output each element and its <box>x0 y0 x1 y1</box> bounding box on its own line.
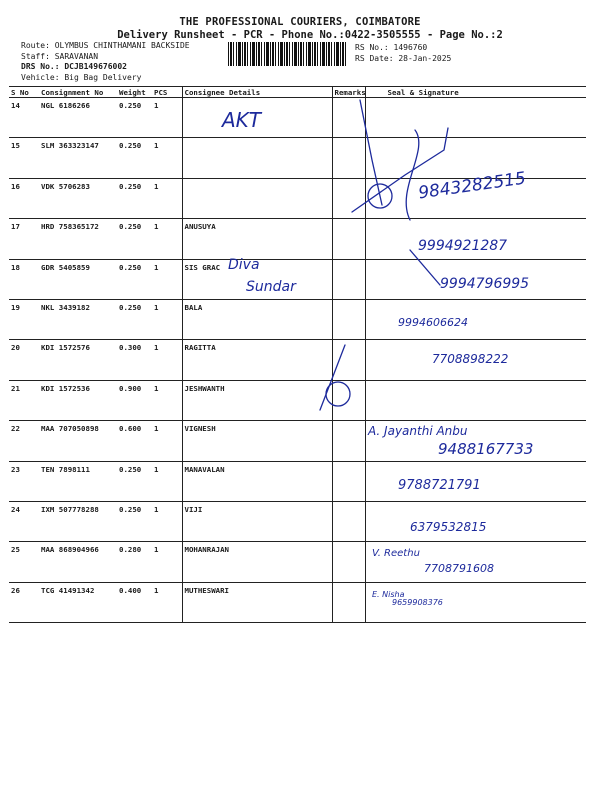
col-consignment: Consignment No <box>39 87 117 98</box>
pcs-cell: 1 <box>152 421 182 461</box>
pcs-cell: 1 <box>152 340 182 380</box>
handwritten-phone-25: 7708791608 <box>424 562 494 575</box>
col-weight: Weight <box>117 87 152 98</box>
sno-cell: 18 <box>9 259 39 299</box>
staff-text: Staff: SARAVANAN <box>21 51 99 61</box>
col-pcs: PCS <box>152 87 182 98</box>
handwritten-phone-18: 9994796995 <box>440 276 530 292</box>
pcs-cell: 1 <box>152 138 182 178</box>
col-seal-signature: Seal & Signature <box>365 87 586 98</box>
handwritten-phone-19: 9994606624 <box>398 316 468 329</box>
weight-cell: 0.250 <box>117 178 152 218</box>
sno-cell: 20 <box>9 340 39 380</box>
weight-cell: 0.250 <box>117 219 152 259</box>
consignment-cell: KDI 1572576 <box>39 340 117 380</box>
company-title: THE PROFESSIONAL COURIERS, COIMBATORE <box>179 16 421 28</box>
consignee-cell: JESHWANTH <box>182 380 332 420</box>
col-consignee: Consignee Details <box>182 87 332 98</box>
consignee-cell: SIS GRAC <box>182 259 332 299</box>
pcs-cell: 1 <box>152 178 182 218</box>
consignment-cell: MAA 868904966 <box>39 542 117 582</box>
col-sno: S No <box>9 87 39 98</box>
consignment-cell: HRD 758365172 <box>39 219 117 259</box>
runsheet-subtitle: Delivery Runsheet - PCR - Phone No.:0422-3505555 - Page No.:2 <box>117 29 503 41</box>
consignment-cell: MAA 707050898 <box>39 421 117 461</box>
weight-cell: 0.300 <box>117 340 152 380</box>
handwritten-phone-26: 9659908376 <box>392 598 443 607</box>
drs-text: DRS No.: DCJB149676002 <box>21 62 127 71</box>
sno-cell: 16 <box>9 178 39 218</box>
handwritten-signature-22: A. Jayanthi Anbu <box>368 424 468 438</box>
handwritten-phone-24: 6379532815 <box>410 520 487 534</box>
pcs-cell: 1 <box>152 542 182 582</box>
pcs-cell: 1 <box>152 219 182 259</box>
consignee-cell: ANUSUYA <box>182 219 332 259</box>
pcs-cell: 1 <box>152 259 182 299</box>
sno-cell: 24 <box>9 501 39 541</box>
sno-cell: 26 <box>9 582 39 622</box>
pcs-cell: 1 <box>152 98 182 138</box>
pcs-cell: 1 <box>152 582 182 622</box>
consignee-cell: MUTHESWARI <box>182 582 332 622</box>
handwritten-phone-20: 7708898222 <box>432 352 509 366</box>
consignment-cell: IXM 507778288 <box>39 501 117 541</box>
weight-cell: 0.600 <box>117 421 152 461</box>
sno-cell: 19 <box>9 299 39 339</box>
rs-number: RS No.: 1496760 <box>355 43 428 52</box>
consignment-cell: TEN 7898111 <box>39 461 117 501</box>
handwritten-name-sundar: Sundar <box>246 279 296 295</box>
col-remarks: Remarks <box>332 87 365 98</box>
handwritten-name-diva: Diva <box>228 257 260 273</box>
handwritten-akt: AKT <box>222 108 262 132</box>
consignee-cell: RAGITTA <box>182 340 332 380</box>
pcs-cell: 1 <box>152 299 182 339</box>
weight-cell: 0.250 <box>117 461 152 501</box>
handwritten-phone-17: 9994921287 <box>418 238 508 254</box>
consignee-cell: MOHANRAJAN <box>182 542 332 582</box>
weight-cell: 0.280 <box>117 542 152 582</box>
handwritten-signature-25: V. Reethu <box>372 548 420 559</box>
rs-date: RS Date: 28-Jan-2025 <box>355 53 452 63</box>
consignment-cell: NKL 3439182 <box>39 299 117 339</box>
pcs-cell: 1 <box>152 380 182 420</box>
pcs-cell: 1 <box>152 501 182 541</box>
weight-cell: 0.250 <box>117 299 152 339</box>
arrow-stroke-18 <box>410 250 440 285</box>
sno-cell: 15 <box>9 138 39 178</box>
handwritten-phone-16: 9843282515 <box>417 168 528 204</box>
sno-cell: 21 <box>9 380 39 420</box>
consignment-cell: SLM 363323147 <box>39 138 117 178</box>
consignment-cell: TCG 41491342 <box>39 582 117 622</box>
check-stroke <box>360 100 382 205</box>
handwritten-signature-26: E. Nisha <box>372 590 405 599</box>
sno-cell: 22 <box>9 421 39 461</box>
loop-stroke <box>406 130 419 220</box>
consignment-cell: NGL 6186266 <box>39 98 117 138</box>
sno-cell: 14 <box>9 98 39 138</box>
consignment-cell: GDR 5405859 <box>39 259 117 299</box>
consignee-cell: VIJI <box>182 501 332 541</box>
weight-cell: 0.250 <box>117 98 152 138</box>
sno-cell: 25 <box>9 542 39 582</box>
weight-cell: 0.400 <box>117 582 152 622</box>
consignee-cell: VIGNESH <box>182 421 332 461</box>
route-text: Route: OLYMBUS CHINTHAMANI BACKSIDE <box>21 41 190 50</box>
sno-cell: 23 <box>9 461 39 501</box>
vehicle-text: Vehicle: Big Bag Delivery <box>21 72 142 82</box>
weight-cell: 0.250 <box>117 259 152 299</box>
weight-cell: 0.900 <box>117 380 152 420</box>
pcs-cell: 1 <box>152 461 182 501</box>
weight-cell: 0.250 <box>117 501 152 541</box>
weight-cell: 0.250 <box>117 138 152 178</box>
consignment-cell: KDI 1572536 <box>39 380 117 420</box>
handwritten-phone-23: 9788721791 <box>398 478 481 493</box>
strike-stroke-21 <box>320 345 345 410</box>
consignee-cell: BALA <box>182 299 332 339</box>
sno-cell: 17 <box>9 219 39 259</box>
consignee-cell: MANAVALAN <box>182 461 332 501</box>
consignment-cell: VDK 5706283 <box>39 178 117 218</box>
handwritten-phone-22: 9488167733 <box>438 440 534 458</box>
